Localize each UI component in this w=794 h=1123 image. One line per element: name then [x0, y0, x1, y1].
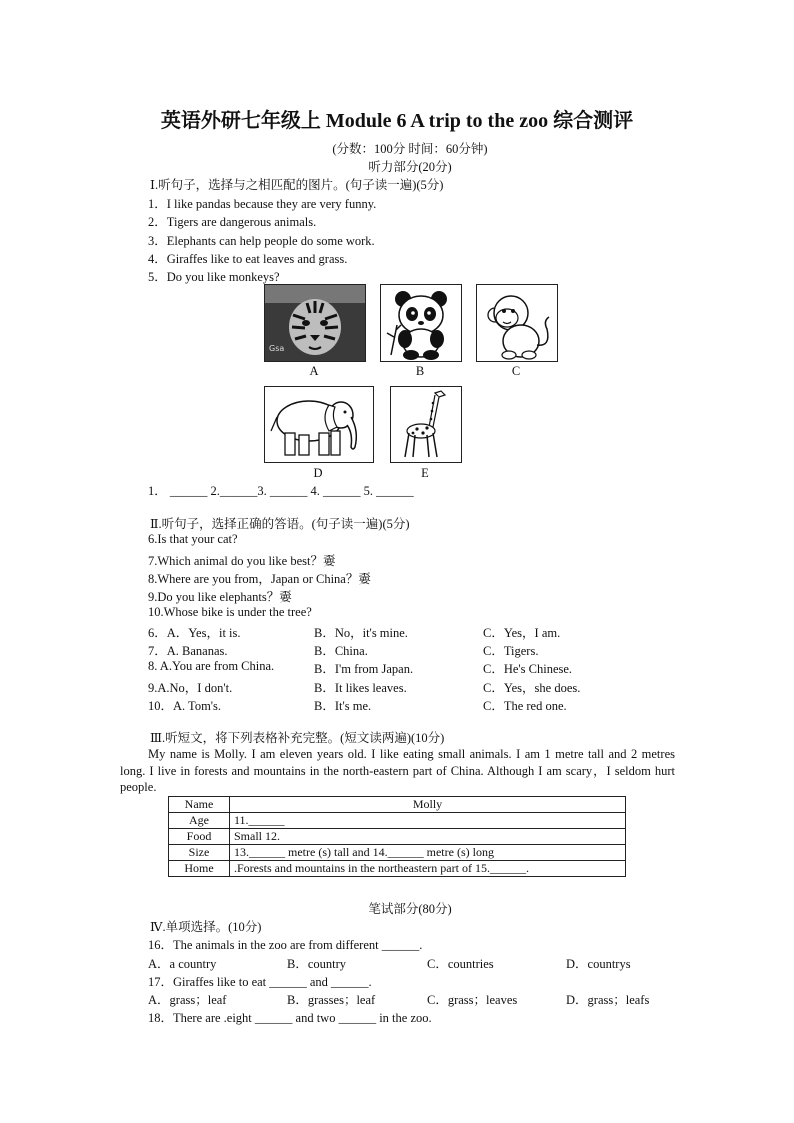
section2-question: 10.Whose bike is under the tree?: [148, 605, 312, 619]
passage-text: My name is Molly. I am eleven years old. I like eating small animals. I am 1 metre tall and 2 metres long. I live in forests and mountains in the north-eastern part of China. Although I am scary，I seldom hurt people.: [120, 747, 675, 794]
question-16: 16．The animals in the zoo are from different ______.: [148, 938, 423, 952]
picture-label-d: D: [313, 466, 323, 480]
section2-question: 6.Is that your cat?: [148, 532, 238, 546]
table-cell: Age: [169, 813, 230, 829]
table-cell: 11.______: [230, 813, 626, 829]
option-b: B．country: [287, 957, 347, 971]
picture-label-e: E: [421, 466, 429, 480]
option-b: B．China.: [314, 644, 368, 658]
option-c: C．He's Chinese.: [483, 662, 573, 676]
option-d: D．grass；leafs: [566, 993, 650, 1007]
table-cell: Name: [169, 797, 230, 813]
section4-heading: Ⅳ.单项选择。(10分): [150, 920, 262, 934]
section1-item: 3．Elephants can help people do some work.: [148, 234, 375, 248]
table-row: [169, 845, 626, 861]
section3-passage: [120, 746, 675, 796]
elephant-picture: [264, 386, 374, 463]
option-c: C．The red one.: [483, 699, 567, 713]
monkey-picture: [476, 284, 558, 362]
option-c: C．grass；leaves: [427, 993, 518, 1007]
section1-heading: Ⅰ.听句子，选择与之相匹配的图片。(句子读一遍)(5分): [150, 178, 444, 192]
giraffe-picture: [390, 386, 462, 463]
picture-label-c: C: [511, 364, 521, 378]
option-a: 8. A.You are from China.: [148, 659, 275, 673]
exam-meta: (分数：100分 时间：60分钟): [332, 142, 488, 156]
section1-item: 1．I like pandas because they are very funny.: [148, 197, 377, 211]
question-18: 18．There are .eight ______ and two ______ in the zoo.: [148, 1011, 432, 1025]
table-cell: 13.______ metre (s) tall and 14.______ metre (s) long: [230, 845, 626, 861]
section1-item: 5．Do you like monkeys?: [148, 270, 280, 284]
table-row: [169, 813, 626, 829]
option-a: 9.A.No，I don't.: [148, 681, 233, 695]
option-c: C．Yes，I am.: [483, 626, 561, 640]
section2-question: 7.Which animal do you like best？嫑: [148, 554, 336, 568]
table-row: [169, 797, 626, 813]
option-a: 6．A．Yes，it is.: [148, 626, 241, 640]
table-cell: .Forests and mountains in the northeastern part of 15.______.: [230, 861, 626, 877]
section1-answer-line: 1． ______ 2.______3. ______ 4. ______ 5. ______: [148, 484, 414, 498]
section3-heading: Ⅲ.听短文，将下列表格补充完整。(短文读两遍)(10分): [150, 731, 445, 745]
option-c: C．Yes，she does.: [483, 681, 581, 695]
table-cell: Home: [169, 861, 230, 877]
info-table: [168, 796, 626, 877]
option-b: B．It likes leaves.: [314, 681, 407, 695]
option-a: 10．A. Tom's.: [148, 699, 222, 713]
option-a: A．a country: [148, 957, 217, 971]
table-row: [169, 861, 626, 877]
picture-label-b: B: [415, 364, 425, 378]
picture-label-a: A: [309, 364, 319, 378]
option-b: B．grasses；leaf: [287, 993, 376, 1007]
listening-heading: 听力部分(20分): [368, 160, 452, 174]
option-b: B．No，it's mine.: [314, 626, 408, 640]
option-d: D．countrys: [566, 957, 631, 971]
option-c: C．countries: [427, 957, 494, 971]
written-heading: 笔试部分(80分): [368, 902, 452, 916]
table-row: [169, 829, 626, 845]
option-b: B．I'm from Japan.: [314, 662, 414, 676]
section1-item: 2．Tigers are dangerous animals.: [148, 215, 317, 229]
table-cell: Food: [169, 829, 230, 845]
panda-picture: [380, 284, 462, 362]
option-b: B．It's me.: [314, 699, 372, 713]
option-a: A．grass；leaf: [148, 993, 227, 1007]
table-cell: Size: [169, 845, 230, 861]
table-cell: Molly: [230, 797, 626, 813]
question-17: 17．Giraffes like to eat ______ and ______.: [148, 975, 372, 989]
option-c: C．Tigers.: [483, 644, 539, 658]
section2-question: 9.Do you like elephants？嫑: [148, 590, 292, 604]
section1-item: 4．Giraffes like to eat leaves and grass.: [148, 252, 348, 266]
section2-heading: Ⅱ.听句子，选择正确的答语。(句子读一遍)(5分): [150, 517, 410, 531]
svg-text:Gsa: Gsa: [269, 344, 285, 353]
option-a: 7．A. Bananas.: [148, 644, 228, 658]
tiger-picture: [264, 284, 366, 362]
section2-question: 8.Where are you from，Japan or China？嫑: [148, 572, 371, 586]
page-title: 英语外研七年级上 Module 6 A trip to the zoo 综合测评: [160, 110, 634, 132]
table-cell: Small 12.: [230, 829, 626, 845]
